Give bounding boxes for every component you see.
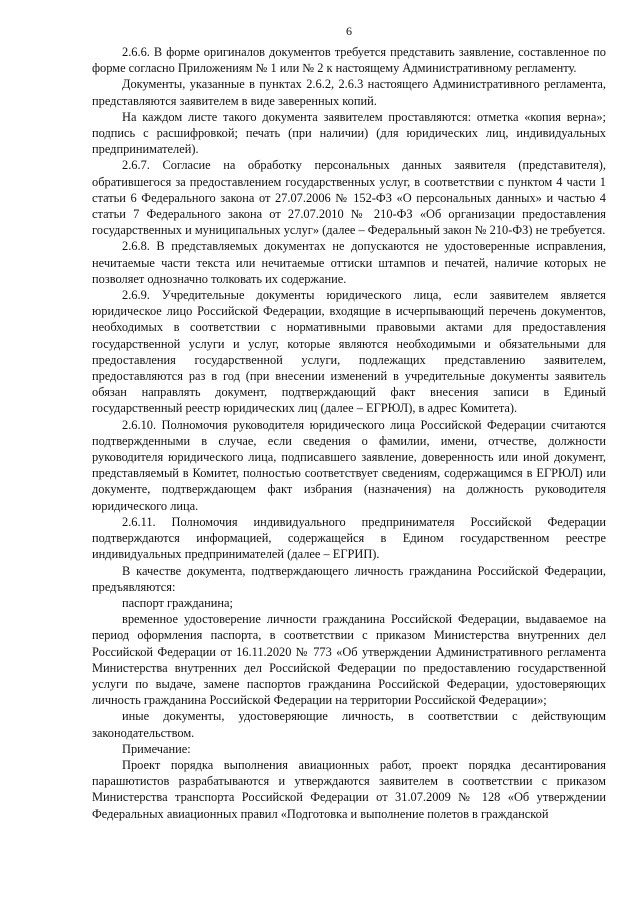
- document-body: [92, 44, 606, 822]
- paragraph: Проект порядка выполнения авиационных работ, проект порядка десантирования парашютистов разрабатываются и утверждаются заявителем в соответствии с приказом Министерства транспорта Российской Федерации от 31.07.2009 № 128 «Об утверждении Федеральных авиационных правил «Подготовка и выполнение полетов в гражданской: [92, 757, 606, 821]
- paragraph: 2.6.9. Учредительные документы юридического лица, если заявителем является юридическое лицо Российской Федерации, входящие в исчерпывающий перечень документов, необходимых в соответствии с нормативными правовыми актами для предоставления государственной услуги и услуг, которые являются необходимыми и обязательными для предоставления государственной услуги, подлежащих представлению заявителем, предоставляются раз в год (при внесении изменений в учредительные документы заявитель обязан направлять документ, подтверждающий факт внесения записи в Единый государственный реестр юридических лиц (далее – ЕГРЮЛ), в адрес Комитета).: [92, 288, 606, 416]
- paragraph: Документы, указанные в пунктах 2.6.2, 2.6.3 настоящего Административного регламента, представляются заявителем в виде заверенных копий.: [92, 77, 606, 108]
- paragraph: Примечание:: [122, 741, 191, 756]
- paragraph: временное удостоверение личности гражданина Российской Федерации, выдаваемое на период оформления паспорта, в соответствии с приказом Министерства внутренних дел Российской Федерации от 16.11.2020 № 773 «Об утверждении Административного регламента Министерства внутренних дел Российской Федерации по предоставлению государственной услуги по выдаче, замене паспортов гражданина Российской Федерации, удостоверяющих личность гражданина Российской Федерации на территории Российской Федерации»;: [92, 612, 606, 708]
- paragraph: паспорт гражданина;: [122, 595, 233, 610]
- paragraph: 2.6.11. Полномочия индивидуального предпринимателя Российской Федерации подтверждаются информацией, содержащейся в Едином государственном реестре индивидуальных предпринимателей (далее – ЕГРИП).: [92, 514, 606, 562]
- paragraph: 2.6.6. В форме оригиналов документов требуется представить заявление, составленное по форме согласно Приложениям № 1 или № 2 к настоящему Административному регламенту.: [92, 45, 606, 76]
- paragraph: В качестве документа, подтверждающего личность гражданина Российской Федерации, предъявляются:: [92, 563, 606, 594]
- paragraph: 2.6.7. Согласие на обработку персональных данных заявителя (представителя), обратившегося за предоставлением государственных услуг, в соответствии с пунктом 4 части 1 статьи 6 Федерального закона от 27.07.2006 № 152-ФЗ «О персональных данных» и частью 4 статьи 7 Федерального закона от 27.07.2010 № 210-ФЗ «Об организации предоставления государственных и муниципальных услуг» (далее – Федеральный закон № 210-ФЗ) не требуется.: [92, 158, 606, 238]
- paragraph: 2.6.10. Полномочия руководителя юридического лица Российской Федерации считаются подтвержденными в случае, если сведения о фамилии, имени, отчестве, должности руководителя юридического лица, подписавшего заявление, доверенность или иной документ, представляемый в Комитет, полностью соответствует сведениям, содержащимся в ЕГРЮЛ) или документе, подтверждающем факт избрания (назначения) на должность руководителя юридического лица.: [92, 417, 606, 513]
- paragraph: иные документы, удостоверяющие личность, в соответствии с действующим законодательством.: [92, 709, 606, 740]
- paragraph: 2.6.8. В представляемых документах не допускаются не удостоверенные исправления, нечитаемые части текста или нечитаемые оттиски штампов и печатей, наличие которых не позволяет однозначно толковать их содержание.: [92, 239, 606, 286]
- paragraph: На каждом листе такого документа заявителем проставляются: отметка «копия верна»; подпись с расшифровкой; печать (при наличии) (для юридических лиц, индивидуальных предпринимателей).: [92, 109, 606, 157]
- page-number: 6: [346, 24, 352, 38]
